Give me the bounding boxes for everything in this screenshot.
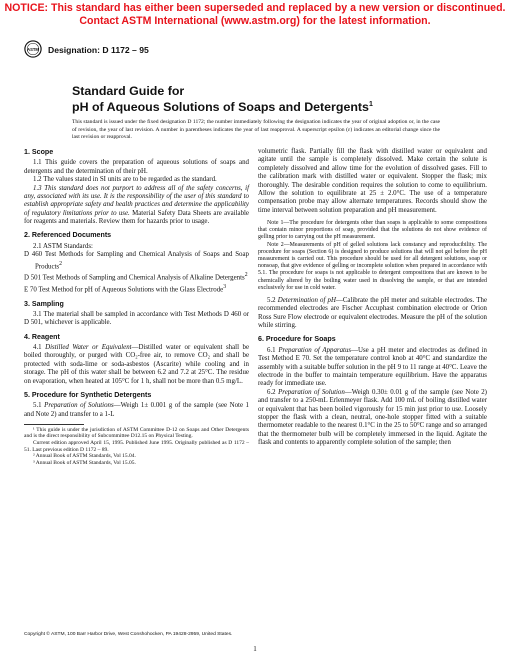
right-column xyxy=(258,148,487,448)
notice-line-2: Contact ASTM International (www.astm.org) for the latest information. xyxy=(79,15,431,27)
para-4-1: 4.1 Distilled Water or Equivalent—Distilled water or equivalent shall be boiled thoroughly, or purged with CO₂-free air, to remove CO₂ and shall be protected with soda-lime or soda-asbestos (Ascarite) while cooling and in storage. The pH of this water shall be between 6.2 and 7.2 at 25°C. The residue on evaporation, when heated at 105°C for 1 h, shall not be more than 0.5 mg/L. xyxy=(24,344,249,385)
para-1-3 xyxy=(24,185,249,227)
para-6-2: 6.2 Preparation of Solution—Weigh 0.30± 0.01 g of the sample (see Note 2) and transfer to a 250-mL Erlenmeyer flask. Add 100 mL of boiling distilled water or equivalent that has been boiled vigorously for 15 min just prior to use. Loosely stopper the flask with a clean, neutral, one-hole stopper fitted with a suitable thermometer readable to the nearest 0.1°C in the 25 to 50°C range and so arranged that the thermometer bulb will be completely immersed in the liquid. Agitate the flask and contents to apparently complete solution of the sample; then xyxy=(258,388,487,447)
para-5-1-continued: volumetric flask. Partially fill the flask with distilled water or equivalent and agitate until the sample is completely dissolved. Make certain the solute is completely dissolved and allow time for the evolution of dissolved gases. Fill to the calibration mark with distilled water or equivalent. Stopper the flask; mix thoroughly. The desirable condition requires the solution to come to equilibrium. Allow the solution to equilibrate at 25 ± 2.0°C. The use of a temperature compensation probe may allow alternate temperatures. Records should show the time interval between solution preparation and pH measurement. xyxy=(258,148,487,214)
document-title xyxy=(72,84,452,114)
footnote-1-edition: Current edition approved April 15, 1995. Published June 1995. Originally published as D 1172 – 51. Last previous edition D 1172 – 89. xyxy=(24,440,249,453)
footnote-divider xyxy=(24,424,84,425)
footnote-1: ¹ This guide is under the jurisdiction of ASTM Committee D-12 on Soaps and Other Detergents and is the direct responsibility of Subcommittee D12.15 on Physical Testing. xyxy=(24,426,249,440)
svg-text:ASTM: ASTM xyxy=(27,46,39,52)
para-3-1: 3.1 The material shall be sampled in accordance with Test Methods D 460 or D 501, whichever is applicable. xyxy=(24,310,249,327)
title-line-2 xyxy=(72,98,452,114)
msds-statement: Material Safety Data Sheets are available for reagents and materials. Review them for hazards prior to usage. xyxy=(24,209,249,226)
left-column xyxy=(24,148,249,466)
section-6-heading: 6. Procedure for Soaps xyxy=(258,335,336,344)
section-2-heading: 2. Referenced Documents xyxy=(24,231,112,240)
section-4-heading: 4. Reagent xyxy=(24,332,60,341)
page-number: 1 xyxy=(253,645,257,653)
section-5-heading: 5. Procedure for Synthetic Detergents xyxy=(24,390,152,399)
superseded-notice xyxy=(0,2,510,28)
section-3-heading: 3. Sampling xyxy=(24,299,64,308)
footnote-2: ² Annual Book of ASTM Standards, Vol 15.04. xyxy=(33,453,136,460)
para-6-1: 6.1 Preparation of Apparatus—Use a pH meter and electrodes as defined in Test Method E 70. Set the temperature control knob at 40°C and standardize the assembly with a suitable buffer solution in the pH 9 to 11 range at 40°C. Leave the electrode in the buffer to maintain temperature equilibrium. Have the apparatus ready for immediate use. xyxy=(258,346,487,388)
para-5-1: 5.1 Preparation of Solutions—Weigh 1± 0.001 g of the sample (see Note 1 and Note 2) and transfer to a 1-L xyxy=(24,402,249,418)
title-line-1: Standard Guide for xyxy=(72,84,185,98)
para-1-2: 1.2 The values stated in SI units are to be regarded as the standard. xyxy=(33,176,217,184)
section-1-heading: 1. Scope xyxy=(24,148,54,156)
standard-issuance-note: This standard is issued under the fixed designation D 1172; the number immediately following the designation indicates the year of original adoption or, in the case of revision, the year of last revision. A number in parentheses indicates the year of last reapproval. A superscript epsilon (ε) indicates an editorial change since the last revision or reapproval. xyxy=(72,119,440,141)
title-main: pH of Aqueous Solutions of Soaps and Detergents xyxy=(72,100,369,115)
note-2: Note 2—Measurements of pH of gelled solutions lack constancy and reproducibility. The procedure for soaps (Section 6) is designed to produce solutions that will not gel before the pH measurement is carried out. This procedure should be used for all detergent solutions, soap or nonsoap, that give evidence of gelling or incomplete solution when prepared in accordance with 5.1. The procedure for soaps is not applicable to detergent compositions that are known to be chemically altered by the boiling water used in dissolving the sample, or that are intended exclusively for use in cold water. xyxy=(258,241,487,291)
reference-d460: D 460 Test Methods for Sampling and Chemical Analysis of Soaps and Soap Products$^2$ xyxy=(24,251,249,270)
para-1-1: 1.1 This guide covers the preparation of aqueous solutions of soaps and detergents and the determination of their pH. xyxy=(24,159,249,175)
copyright-line: Copyright © ASTM, 100 Barr Harbor Drive, West Conshohocken, PA 19428-2959, United States. xyxy=(24,632,233,637)
notice-line-1: NOTICE: This standard has either been superseded and replaced by a new version or discontinued. xyxy=(4,2,506,14)
note-1: Note 1—The procedure for detergents other than soaps is applicable to some compositions that contain minor proportions of soap, provided that the solutions do not show evidence of gelling prior to carrying out the pH measurement. xyxy=(258,220,487,241)
astm-logo-icon xyxy=(24,40,42,58)
reference-d501: D 501 Test Methods of Sampling and Chemical Analysis of Alkaline Detergents$^2$ xyxy=(24,272,248,282)
designation: Designation: D 1172 – 95 xyxy=(48,45,149,55)
safety-statement: 1.3 This standard does not purport to address all of the safety concerns, if any, associated with its use. It is the responsibility of the user of this standard to establish appropriate safety and health practices and determine the applicability of regulatory limitations prior to use. xyxy=(24,184,249,217)
footnote-3: ³ Annual Book of ASTM Standards, Vol 15.05. xyxy=(33,459,136,466)
para-5-2: 5.2 Determination of pH—Calibrate the pH meter and suitable electrodes. The recommended electrodes are Fischer Accuphast combination electrode or Orion Ross Sure Flow electrode or equivalent electrodes. Measure the pH of the solution while stirring. xyxy=(258,296,488,330)
title-footnote-mark: 1 xyxy=(368,101,373,108)
para-2-1: 2.1 ASTM Standards: xyxy=(33,242,93,250)
reference-e70: E 70 Test Method for pH of Aqueous Solutions with the Glass Electrode$^3$ xyxy=(24,284,227,294)
